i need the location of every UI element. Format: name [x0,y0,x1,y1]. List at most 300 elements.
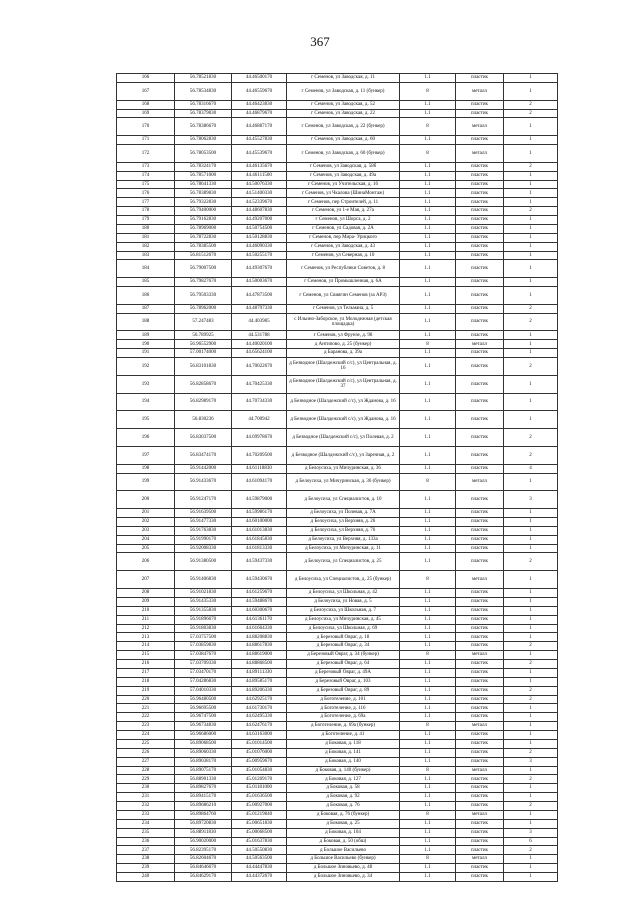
container-material: пластик [456,660,504,669]
container-count: 1 [504,526,558,535]
table-row [117,82,558,100]
container-volume: 8 [400,118,456,136]
container-volume: 1.1 [400,553,456,571]
container-count: 1 [504,198,558,207]
container-material: пластик [456,233,504,242]
address: д Белоусиха, ул Специалистов, д. 25 [287,553,400,571]
latitude: 56.91435330 [175,597,232,606]
container-material: пластик [456,287,504,305]
address: г Семенов, ул Шорса, д. 2 [287,216,400,225]
table-row [117,553,558,571]
table-row [117,704,558,713]
latitude: 56.91763830 [175,526,232,535]
longitude: 44.61259670 [232,589,287,598]
table-row [117,757,558,766]
container-material: металл [456,722,504,731]
container-material: пластик [456,739,504,748]
container-material: пластик [456,517,504,526]
container-volume: 1.1 [400,491,456,509]
latitude: 56.82989170 [175,393,232,411]
latitude: 56.89060330 [175,748,232,757]
row-number: 196 [117,429,175,447]
table-row [117,118,558,136]
latitude: 56.830236 [175,411,232,429]
table-row [117,233,558,242]
address: г Семенов, ул Заводская, д. 49а [287,171,400,180]
container-material: пластик [456,553,504,571]
longitude: 45.00651830 [232,819,287,828]
longitude: 44.46135670 [232,162,287,171]
container-volume: 1.1 [400,464,456,473]
longitude: 44.61013830 [232,526,287,535]
container-material: пластик [456,180,504,189]
row-number: 172 [117,145,175,163]
container-count: 1 [504,766,558,775]
container-count: 1 [504,251,558,260]
container-count: 2 [504,429,558,447]
container-count: 1 [504,189,558,198]
row-number: 179 [117,216,175,225]
table-row [117,802,558,811]
row-number: 188 [117,313,175,331]
container-material: пластик [456,74,504,83]
latitude: 56.91021830 [175,589,232,598]
longitude: 44.48797330 [232,304,287,313]
table-row [117,464,558,473]
row-number: 229 [117,775,175,784]
address: с Ильино-Заборское, ул Молодежная (детская площадка) [287,313,400,331]
table-row [117,633,558,642]
container-volume: 1.1 [400,517,456,526]
table-row [117,251,558,260]
latitude: 57.03757500 [175,633,232,642]
latitude: 56.78571000 [175,171,232,180]
container-count: 1 [504,704,558,713]
row-number: 208 [117,589,175,598]
container-count: 1 [504,473,558,491]
latitude: 56.78062830 [175,136,232,145]
row-number: 198 [117,464,175,473]
longitude: 44.52339670 [232,198,287,207]
table-row [117,74,558,83]
container-count: 2 [504,109,558,118]
container-count: 1 [504,224,558,233]
address: д Боковая, д. 76 (бункер) [287,810,400,819]
row-number: 218 [117,677,175,686]
container-volume: 8 [400,766,456,775]
address: д Березовый Овраг, д. 64 [287,660,400,669]
longitude: 44.61845830 [232,535,287,544]
container-volume: 1.1 [400,304,456,313]
row-number: 185 [117,278,175,287]
row-number: 211 [117,615,175,624]
container-material: пластик [456,748,504,757]
latitude: 56.88911830 [175,828,232,837]
table-row [117,446,558,464]
container-volume: 8 [400,810,456,819]
container-material: пластик [456,224,504,233]
address: д Белоусиха, ул Специалистов, д. 25 (бункер) [287,571,400,589]
container-material: пластик [456,464,504,473]
container-count: 2 [504,695,558,704]
latitude: 56.90020000 [175,837,232,846]
row-number: 209 [117,597,175,606]
container-count: 2 [504,748,558,757]
address: д Белоусиха, ул Верхняя, д. 26 [287,517,400,526]
latitude: 56.89720830 [175,819,232,828]
container-material: пластик [456,358,504,376]
row-number: 222 [117,713,175,722]
container-material: пластик [456,757,504,766]
latitude: 56.79400000 [175,207,232,216]
container-count: 1 [504,118,558,136]
table-row [117,722,558,731]
row-number: 236 [117,837,175,846]
longitude: 44.89585170 [232,677,287,686]
table-row [117,171,558,180]
row-number: 184 [117,260,175,278]
latitude: 56.78534830 [175,82,232,100]
container-count: 1 [504,233,558,242]
table-row [117,624,558,633]
container-material: пластик [456,162,504,171]
address: д Боковая, д. 104 [287,828,400,837]
container-count: 1 [504,82,558,100]
container-volume: 8 [400,145,456,163]
longitude: 44.48607830 [232,207,287,216]
longitude: 45.01636500 [232,793,287,802]
container-material: пластик [456,278,504,287]
container-count: 1 [504,651,558,660]
container-count: 1 [504,615,558,624]
longitude: 45.00927000 [232,802,287,811]
latitude: 56.89075170 [175,766,232,775]
longitude: 44.62495330 [232,713,287,722]
table-row [117,278,558,287]
latitude: 56.789925 [175,331,232,340]
address: д Боготеление, д. 116 [287,704,400,713]
row-number: 197 [117,446,175,464]
container-count: 1 [504,340,558,349]
container-material: пластик [456,695,504,704]
row-number: 178 [117,207,175,216]
table-row [117,145,558,163]
container-volume: 1.1 [400,535,456,544]
longitude: 44.61361170 [232,615,287,624]
latitude: 56.79007500 [175,260,232,278]
container-material: пластик [456,597,504,606]
address: д Боготеление, д. 69а (бункер) [287,722,400,731]
table-row [117,810,558,819]
row-number: 194 [117,393,175,411]
container-material: пластик [456,171,504,180]
container-count: 1 [504,180,558,189]
container-volume: 1.1 [400,313,456,331]
row-number: 213 [117,633,175,642]
container-volume: 1.1 [400,873,456,882]
latitude: 57.03847670 [175,651,232,660]
table-body [117,74,558,882]
container-volume: 1.1 [400,544,456,553]
container-count: 1 [504,136,558,145]
container-volume: 1.1 [400,393,456,411]
address: д Белоусиха, ул Мичуринская, д. 36 (бункер) [287,473,400,491]
row-number: 203 [117,526,175,535]
container-material: пластик [456,624,504,633]
container-count: 1 [504,260,558,278]
container-material: пластик [456,819,504,828]
table-row [117,695,558,704]
container-material: пластик [456,411,504,429]
container-material: пластик [456,375,504,393]
container-volume: 8 [400,651,456,660]
container-material: пластик [456,846,504,855]
table-row [117,739,558,748]
container-volume: 8 [400,855,456,864]
container-volume: 1.1 [400,100,456,109]
container-count: 1 [504,393,558,411]
container-volume: 8 [400,722,456,731]
latitude: 56.91477330 [175,517,232,526]
container-volume: 1.1 [400,677,456,686]
row-number: 181 [117,233,175,242]
container-volume: 1.1 [400,526,456,535]
table-row [117,775,558,784]
container-material: пластик [456,642,504,651]
container-count: 1 [504,624,558,633]
longitude: 45.01269170 [232,775,287,784]
container-volume: 1.1 [400,606,456,615]
table-row [117,393,558,411]
container-material: металл [456,651,504,660]
container-volume: 8 [400,82,456,100]
address: д Баранова, д. 39а [287,349,400,358]
latitude: 56.78379830 [175,109,232,118]
container-count: 2 [504,100,558,109]
container-material: металл [456,82,504,100]
longitude: 44.59986170 [232,509,287,518]
longitude: 44.88208830 [232,633,287,642]
address: д Белоусиха, ул Новая, д. 5 [287,597,400,606]
container-material: пластик [456,864,504,873]
container-count: 1 [504,589,558,598]
container-count: 1 [504,331,558,340]
container-material: пластик [456,526,504,535]
row-number: 205 [117,544,175,553]
latitude: 56.78389830 [175,189,232,198]
container-volume: 1.1 [400,837,456,846]
address: д Боковая, д. 58 [287,784,400,793]
longitude: 44.50255170 [232,251,287,260]
longitude: 44.59488670 [232,597,287,606]
latitude: 56.91433670 [175,473,232,491]
container-volume: 1.1 [400,633,456,642]
latitude: 56.79162830 [175,216,232,225]
container-volume: 1.1 [400,109,456,118]
row-number: 177 [117,198,175,207]
latitude: 56.82395170 [175,846,232,855]
address: г Семенов, ул Заводская, д. 52 [287,100,400,109]
latitude: 56.89827670 [175,784,232,793]
longitude: 45.01637830 [232,837,287,846]
latitude: 56.96695500 [175,704,232,713]
table-row [117,819,558,828]
address: г Семенов, ул Заводская, д. 60 (бункер) [287,145,400,163]
address: д Боковая, д. 92 [287,793,400,802]
row-number: 168 [117,100,175,109]
address: д Белоусиха, ул Верхняя, д. 76 [287,526,400,535]
longitude: 45.01054830 [232,766,287,775]
container-count: 1 [504,597,558,606]
latitude: 56.79503330 [175,287,232,305]
container-count: 3 [504,828,558,837]
container-volume: 1.1 [400,162,456,171]
container-count: 2 [504,313,558,331]
latitude: 56.96734830 [175,722,232,731]
table-row [117,766,558,775]
container-count: 1 [504,571,558,589]
address: г Семенов, ул Заводская, д. 60 [287,136,400,145]
row-number: 210 [117,606,175,615]
longitude: 44.700942 [232,411,287,429]
container-count: 1 [504,855,558,864]
container-material: металл [456,571,504,589]
container-volume: 1.1 [400,224,456,233]
container-material: металл [456,340,504,349]
address: д Белоусиха, ул Мичуринская, д. 45 [287,615,400,624]
row-number: 192 [117,358,175,376]
table-row [117,100,558,109]
table-row [117,748,558,757]
container-material: пластик [456,251,504,260]
data-table-container [116,73,557,882]
container-material: пластик [456,677,504,686]
container-count: 1 [504,544,558,553]
container-material: пластик [456,802,504,811]
table-row [117,597,558,606]
address: г Семенов, ул Заводская, д. 11 (бункер) [287,82,400,100]
address: д Боготеление, д. 101 [287,695,400,704]
table-row [117,189,558,198]
container-count: 2 [504,775,558,784]
row-number: 174 [117,171,175,180]
container-material: пластик [456,731,504,740]
container-volume: 1.1 [400,180,456,189]
container-count: 1 [504,731,558,740]
row-number: 167 [117,82,175,100]
row-number: 189 [117,331,175,340]
latitude: 56.83037500 [175,429,232,447]
container-material: пластик [456,713,504,722]
row-number: 230 [117,784,175,793]
longitude: 44.65624100 [232,349,287,358]
longitude: 44.88868500 [232,660,287,669]
latitude: 56.82604670 [175,855,232,864]
row-number: 232 [117,802,175,811]
latitude: 56.84629170 [175,873,232,882]
address: г Семенов, ул Заводская, д. 43 [287,242,400,251]
table-row [117,162,558,171]
container-material: пластик [456,136,504,145]
container-volume: 1.1 [400,828,456,837]
table-row [117,375,558,393]
row-number: 180 [117,224,175,233]
longitude: 44.61730170 [232,704,287,713]
container-material: пластик [456,784,504,793]
container-volume: 1.1 [400,704,456,713]
container-count: 1 [504,171,558,180]
row-number: 171 [117,136,175,145]
container-volume: 1.1 [400,597,456,606]
row-number: 225 [117,739,175,748]
longitude: 44.45527830 [232,136,287,145]
container-material: пластик [456,313,504,331]
latitude: 56.96480500 [175,695,232,704]
table-row [117,491,558,509]
longitude: 45.01014500 [232,739,287,748]
container-count: 1 [504,668,558,677]
container-count: 1 [504,375,558,393]
container-count: 1 [504,633,558,642]
container-count: 1 [504,606,558,615]
address: д Боковая, д. 25 [287,819,400,828]
container-count: 1 [504,810,558,819]
container-volume: 1.1 [400,278,456,287]
container-volume: 1.1 [400,686,456,695]
container-material: пластик [456,775,504,784]
address: д Белоусиха, ул Школьная, д. 69 [287,624,400,633]
container-volume: 1.1 [400,615,456,624]
latitude: 56.83101830 [175,358,232,376]
table-row [117,686,558,695]
longitude: 44.70022670 [232,358,287,376]
container-volume: 1.1 [400,349,456,358]
container-count: 2 [504,304,558,313]
container-count: 1 [504,873,558,882]
table-row [117,544,558,553]
longitude: 44.44447830 [232,864,287,873]
row-number: 224 [117,731,175,740]
table-row [117,828,558,837]
row-number: 220 [117,695,175,704]
container-material: пластик [456,304,504,313]
latitude: 56.89038170 [175,757,232,766]
latitude: 57.04010330 [175,686,232,695]
longitude: 44.46879670 [232,109,287,118]
latitude: 56.83474170 [175,446,232,464]
address: д Боковая, д. 127 [287,775,400,784]
table-row [117,473,558,491]
longitude: 44.50076330 [232,180,287,189]
container-material: пластик [456,668,504,677]
table-row [117,642,558,651]
row-number: 175 [117,180,175,189]
container-volume: 1.1 [400,731,456,740]
table-row [117,304,558,313]
latitude: 57.247483 [175,313,232,331]
row-number: 227 [117,757,175,766]
container-volume: 1.1 [400,739,456,748]
table-row [117,855,558,864]
container-material: пластик [456,100,504,109]
container-volume: 1.1 [400,775,456,784]
longitude: 44.70734330 [232,393,287,411]
container-volume: 1.1 [400,207,456,216]
container-volume: 8 [400,571,456,589]
address: д Безводное (Шалдежский с/с), ул Центральная, д. 37 [287,375,400,393]
container-volume: 1.1 [400,695,456,704]
address: д Большое Зиновьево, д. 34 [287,873,400,882]
